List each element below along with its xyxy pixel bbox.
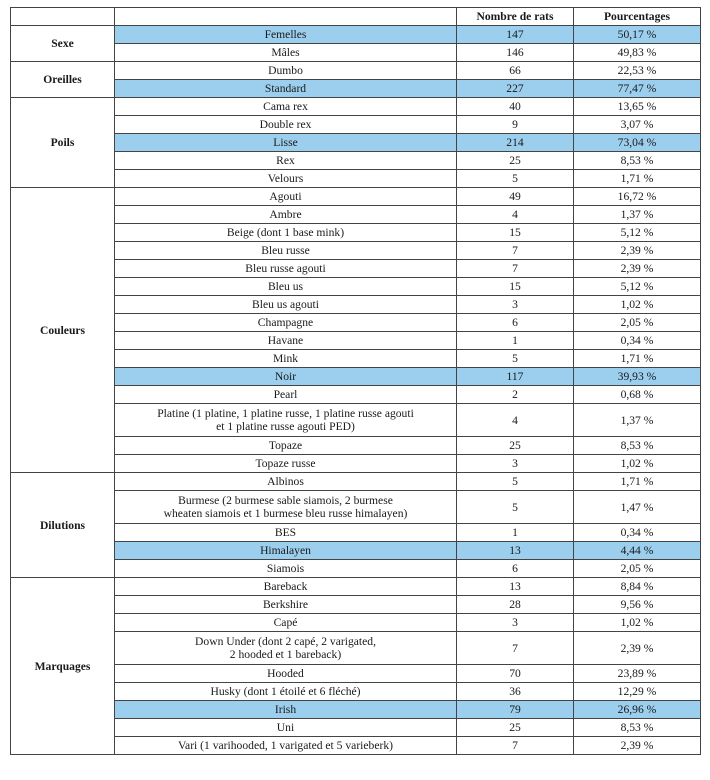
group-label-couleurs: Couleurs [11,188,115,473]
row-count: 3 [457,296,574,314]
row-percent: 1,37 % [574,206,701,224]
table-row [11,260,701,278]
row-count: 28 [457,596,574,614]
row-label: Husky (dont 1 étoilé et 6 fléché) [115,683,457,701]
row-count: 49 [457,188,574,206]
row-label: Vari (1 varihooded, 1 varigated et 5 varieberk) [115,737,457,755]
group-label-oreilles: Oreilles [11,62,115,98]
row-count: 3 [457,455,574,473]
table-row [11,98,701,116]
group-label-sexe: Sexe [11,26,115,62]
header-percent: Pourcentages [574,8,701,26]
row-label [115,491,457,524]
row-percent: 49,83 % [574,44,701,62]
table-row [11,62,701,80]
row-label: Cama rex [115,98,457,116]
row-count: 15 [457,224,574,242]
row-count: 79 [457,701,574,719]
row-percent: 8,84 % [574,578,701,596]
table-row [11,596,701,614]
row-count: 70 [457,665,574,683]
table-row [11,560,701,578]
row-percent: 1,47 % [574,491,701,524]
table-row [11,134,701,152]
row-percent: 0,34 % [574,524,701,542]
row-label: Himalayen [115,542,457,560]
row-count: 40 [457,98,574,116]
row-label: Bleu us agouti [115,296,457,314]
row-count: 7 [457,632,574,665]
row-count: 1 [457,524,574,542]
row-percent: 39,93 % [574,368,701,386]
row-percent: 3,07 % [574,116,701,134]
table-row [11,242,701,260]
row-count: 227 [457,80,574,98]
row-count: 6 [457,314,574,332]
row-count: 4 [457,404,574,437]
row-label: Berkshire [115,596,457,614]
row-label: Topaze russe [115,455,457,473]
row-count: 66 [457,62,574,80]
row-percent: 73,04 % [574,134,701,152]
row-percent: 2,39 % [574,242,701,260]
table-row [11,614,701,632]
header-row [11,8,701,26]
row-label: Rex [115,152,457,170]
row-label: Standard [115,80,457,98]
row-count: 15 [457,278,574,296]
table-row [11,437,701,455]
row-count: 9 [457,116,574,134]
table-row [11,737,701,755]
row-label-line: Down Under (dont 2 capé, 2 varigated, [195,635,376,648]
group-label-marquages: Marquages [11,578,115,755]
row-count: 4 [457,206,574,224]
row-percent: 2,39 % [574,260,701,278]
row-percent: 1,71 % [574,170,701,188]
row-percent: 4,44 % [574,542,701,560]
table-row [11,278,701,296]
row-label: Havane [115,332,457,350]
table-row [11,683,701,701]
table-row [11,665,701,683]
row-count: 3 [457,614,574,632]
row-label: Uni [115,719,457,737]
row-label: BES [115,524,457,542]
row-count: 2 [457,386,574,404]
row-count: 147 [457,26,574,44]
row-count: 13 [457,542,574,560]
table-row [11,386,701,404]
table-row [11,578,701,596]
row-percent: 1,71 % [574,350,701,368]
row-percent: 2,39 % [574,737,701,755]
row-label [115,404,457,437]
row-percent: 2,39 % [574,632,701,665]
table-row [11,455,701,473]
table-row [11,224,701,242]
row-label: Velours [115,170,457,188]
row-percent: 50,17 % [574,26,701,44]
row-label: Beige (dont 1 base mink) [115,224,457,242]
group-label-dilutions: Dilutions [11,473,115,578]
row-label [115,632,457,665]
row-count: 7 [457,260,574,278]
row-percent: 22,53 % [574,62,701,80]
row-label: Capé [115,614,457,632]
row-percent: 26,96 % [574,701,701,719]
row-percent: 1,02 % [574,614,701,632]
row-count: 1 [457,332,574,350]
row-count: 13 [457,578,574,596]
rat-statistics-table [10,7,701,755]
row-percent: 8,53 % [574,152,701,170]
table-row [11,314,701,332]
row-label-line: Burmese (2 burmese sable siamois, 2 burmese [178,494,393,507]
row-count: 117 [457,368,574,386]
row-percent: 2,05 % [574,560,701,578]
table-row [11,170,701,188]
table-row [11,404,701,437]
row-percent: 0,34 % [574,332,701,350]
row-label: Irish [115,701,457,719]
row-label-line: 2 hooded et 1 bareback) [229,648,342,661]
row-label: Agouti [115,188,457,206]
row-label-line: Platine (1 platine, 1 platine russe, 1 platine russe agouti [157,407,414,420]
row-percent: 13,65 % [574,98,701,116]
row-label: Lisse [115,134,457,152]
row-count: 25 [457,152,574,170]
row-label: Noir [115,368,457,386]
table-row [11,26,701,44]
row-label: Bleu russe [115,242,457,260]
row-count: 25 [457,719,574,737]
header-blank-cell [11,8,115,26]
table-row [11,152,701,170]
row-count: 7 [457,737,574,755]
table-row [11,296,701,314]
row-percent: 0,68 % [574,386,701,404]
row-percent: 5,12 % [574,278,701,296]
row-label: Bleu us [115,278,457,296]
table-row [11,368,701,386]
table-row [11,188,701,206]
row-label: Pearl [115,386,457,404]
row-label: Ambre [115,206,457,224]
table-row [11,44,701,62]
row-label: Topaze [115,437,457,455]
row-percent: 1,37 % [574,404,701,437]
row-label-line: et 1 platine russe agouti PED) [216,420,355,433]
row-count: 5 [457,350,574,368]
header-count: Nombre de rats [457,8,574,26]
row-count: 5 [457,473,574,491]
row-label: Albinos [115,473,457,491]
row-percent: 1,71 % [574,473,701,491]
row-label: Hooded [115,665,457,683]
row-percent: 8,53 % [574,437,701,455]
row-percent: 23,89 % [574,665,701,683]
row-count: 146 [457,44,574,62]
table-row [11,701,701,719]
row-percent: 1,02 % [574,455,701,473]
table-row [11,80,701,98]
row-label: Bleu russe agouti [115,260,457,278]
row-label: Femelles [115,26,457,44]
table-row [11,632,701,665]
row-percent: 9,56 % [574,596,701,614]
row-percent: 2,05 % [574,314,701,332]
row-percent: 5,12 % [574,224,701,242]
row-count: 36 [457,683,574,701]
row-label: Dumbo [115,62,457,80]
table-row [11,524,701,542]
row-percent: 8,53 % [574,719,701,737]
row-count: 5 [457,170,574,188]
table-row [11,350,701,368]
row-label-line: wheaten siamois et 1 burmese bleu russe himalayen) [163,507,408,520]
table-row [11,332,701,350]
row-percent: 12,29 % [574,683,701,701]
table-row [11,206,701,224]
table-row [11,719,701,737]
row-label: Mâles [115,44,457,62]
table-row [11,542,701,560]
header-blank-cell [115,8,457,26]
table-row [11,473,701,491]
group-label-poils: Poils [11,98,115,188]
row-percent: 16,72 % [574,188,701,206]
row-label: Siamois [115,560,457,578]
row-label: Champagne [115,314,457,332]
row-count: 25 [457,437,574,455]
row-label: Mink [115,350,457,368]
row-percent: 77,47 % [574,80,701,98]
row-percent: 1,02 % [574,296,701,314]
table-row [11,491,701,524]
row-count: 5 [457,491,574,524]
row-count: 214 [457,134,574,152]
row-count: 7 [457,242,574,260]
row-label: Bareback [115,578,457,596]
table-row [11,116,701,134]
row-count: 6 [457,560,574,578]
row-label: Double rex [115,116,457,134]
